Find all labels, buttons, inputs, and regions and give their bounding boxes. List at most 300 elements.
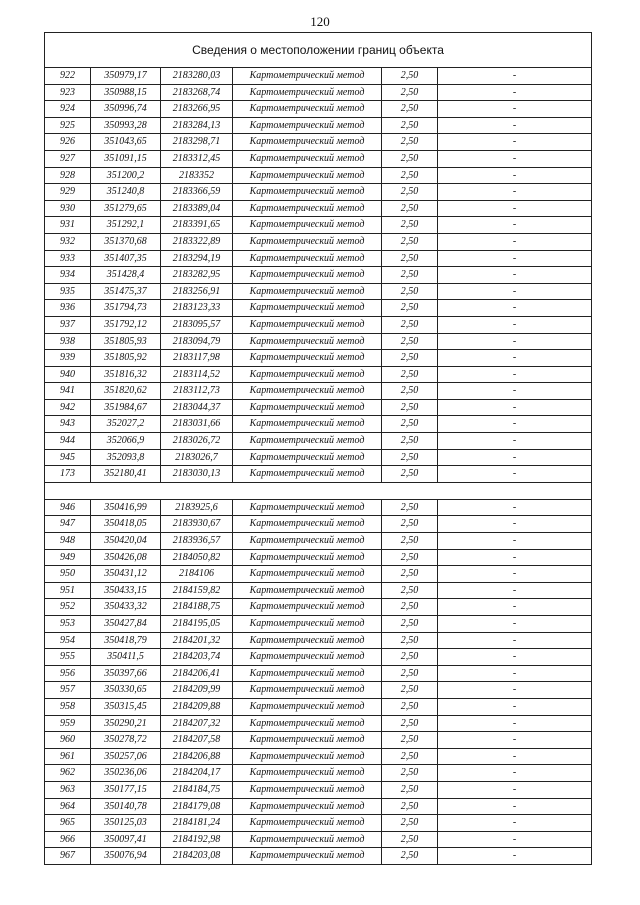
coord-x: 351816,32 [91, 366, 161, 383]
table-row [45, 366, 592, 383]
method-cell: Картометрический метод [233, 250, 382, 267]
method-cell: Картометрический метод [233, 632, 382, 649]
coord-x: 351805,92 [91, 350, 161, 367]
description-cell: - [438, 566, 592, 583]
table-row [45, 101, 592, 118]
description-cell: - [438, 831, 592, 848]
method-cell: Картометрический метод [233, 333, 382, 350]
method-cell: Картометрический метод [233, 798, 382, 815]
point-number: 947 [45, 516, 91, 533]
coord-y: 2183095,57 [161, 316, 233, 333]
coord-y: 2184192,98 [161, 831, 233, 848]
coord-y: 2184203,74 [161, 649, 233, 666]
coord-y: 2183312,45 [161, 150, 233, 167]
table-row [45, 632, 592, 649]
point-number: 946 [45, 499, 91, 516]
coord-y: 2184203,08 [161, 848, 233, 865]
coord-x: 351792,12 [91, 316, 161, 333]
coord-x: 351091,15 [91, 150, 161, 167]
point-number: 928 [45, 167, 91, 184]
method-cell: Картометрический метод [233, 781, 382, 798]
method-cell: Картометрический метод [233, 748, 382, 765]
accuracy-cell: 2,50 [382, 732, 438, 749]
description-cell: - [438, 533, 592, 550]
coord-x: 350996,74 [91, 101, 161, 118]
point-number: 935 [45, 283, 91, 300]
accuracy-cell: 2,50 [382, 150, 438, 167]
point-number: 955 [45, 649, 91, 666]
point-number: 966 [45, 831, 91, 848]
method-cell: Картометрический метод [233, 616, 382, 633]
table-row [45, 516, 592, 533]
description-cell: - [438, 117, 592, 134]
accuracy-cell: 2,50 [382, 616, 438, 633]
accuracy-cell: 2,50 [382, 665, 438, 682]
accuracy-cell: 2,50 [382, 682, 438, 699]
accuracy-cell: 2,50 [382, 466, 438, 483]
description-cell: - [438, 200, 592, 217]
description-cell: - [438, 815, 592, 832]
point-number: 926 [45, 134, 91, 151]
table-row [45, 848, 592, 865]
accuracy-cell: 2,50 [382, 350, 438, 367]
coord-x: 351043,65 [91, 134, 161, 151]
description-cell: - [438, 167, 592, 184]
point-number: 932 [45, 233, 91, 250]
method-cell: Картометрический метод [233, 848, 382, 865]
accuracy-cell: 2,50 [382, 416, 438, 433]
table-row [45, 649, 592, 666]
coord-y: 2183044,37 [161, 399, 233, 416]
point-number: 944 [45, 433, 91, 450]
coord-y: 2184201,32 [161, 632, 233, 649]
description-cell: - [438, 715, 592, 732]
coord-x: 351794,73 [91, 300, 161, 317]
method-cell: Картометрический метод [233, 698, 382, 715]
point-number: 930 [45, 200, 91, 217]
point-number: 948 [45, 533, 91, 550]
coord-x: 351200,2 [91, 167, 161, 184]
coord-x: 351984,67 [91, 399, 161, 416]
method-cell: Картометрический метод [233, 68, 382, 85]
coord-x: 350076,94 [91, 848, 161, 865]
description-cell: - [438, 449, 592, 466]
table-row [45, 682, 592, 699]
point-number: 949 [45, 549, 91, 566]
coord-y: 2183936,57 [161, 533, 233, 550]
point-number: 963 [45, 781, 91, 798]
description-cell: - [438, 599, 592, 616]
coord-x: 350140,78 [91, 798, 161, 815]
point-number: 937 [45, 316, 91, 333]
description-cell: - [438, 781, 592, 798]
coord-x: 351292,1 [91, 217, 161, 234]
accuracy-cell: 2,50 [382, 167, 438, 184]
point-number: 933 [45, 250, 91, 267]
method-cell: Картометрический метод [233, 732, 382, 749]
method-cell: Картометрический метод [233, 167, 382, 184]
point-number: 958 [45, 698, 91, 715]
description-cell: - [438, 399, 592, 416]
point-number: 965 [45, 815, 91, 832]
table-row [45, 798, 592, 815]
block-separator-row [45, 482, 592, 499]
table-row [45, 499, 592, 516]
coord-y: 2183256,91 [161, 283, 233, 300]
coord-x: 352027,2 [91, 416, 161, 433]
point-number: 940 [45, 366, 91, 383]
coord-x: 350411,5 [91, 649, 161, 666]
coord-x: 350097,41 [91, 831, 161, 848]
description-cell: - [438, 433, 592, 450]
table-row [45, 698, 592, 715]
page-number: 120 [310, 14, 330, 29]
coord-y: 2183282,95 [161, 267, 233, 284]
description-cell: - [438, 101, 592, 118]
coord-x: 351407,35 [91, 250, 161, 267]
point-number: 950 [45, 566, 91, 583]
table-row [45, 316, 592, 333]
coord-x: 350431,12 [91, 566, 161, 583]
method-cell: Картометрический метод [233, 765, 382, 782]
description-cell: - [438, 316, 592, 333]
accuracy-cell: 2,50 [382, 333, 438, 350]
table-row [45, 283, 592, 300]
table-row [45, 68, 592, 85]
description-cell: - [438, 150, 592, 167]
point-number: 931 [45, 217, 91, 234]
point-number: 952 [45, 599, 91, 616]
coord-y: 2183030,13 [161, 466, 233, 483]
coord-y: 2184106 [161, 566, 233, 583]
point-number: 957 [45, 682, 91, 699]
method-cell: Картометрический метод [233, 399, 382, 416]
method-cell: Картометрический метод [233, 150, 382, 167]
method-cell: Картометрический метод [233, 649, 382, 666]
coord-y: 2183930,67 [161, 516, 233, 533]
coord-x: 351279,65 [91, 200, 161, 217]
table-row [45, 267, 592, 284]
coord-x: 350290,21 [91, 715, 161, 732]
coord-y: 2184209,99 [161, 682, 233, 699]
description-cell: - [438, 217, 592, 234]
accuracy-cell: 2,50 [382, 632, 438, 649]
coord-x: 351370,68 [91, 233, 161, 250]
table-row [45, 815, 592, 832]
coord-y: 2183322,89 [161, 233, 233, 250]
method-cell: Картометрический метод [233, 582, 382, 599]
coord-y: 2183298,71 [161, 134, 233, 151]
method-cell: Картометрический метод [233, 184, 382, 201]
accuracy-cell: 2,50 [382, 283, 438, 300]
accuracy-cell: 2,50 [382, 848, 438, 865]
table-row [45, 84, 592, 101]
description-cell: - [438, 649, 592, 666]
accuracy-cell: 2,50 [382, 184, 438, 201]
table-row [45, 150, 592, 167]
method-cell: Картометрический метод [233, 84, 382, 101]
coord-y: 2183284,13 [161, 117, 233, 134]
description-cell: - [438, 549, 592, 566]
description-cell: - [438, 698, 592, 715]
point-number: 934 [45, 267, 91, 284]
description-cell: - [438, 632, 592, 649]
accuracy-cell: 2,50 [382, 366, 438, 383]
coord-y: 2183026,72 [161, 433, 233, 450]
point-number: 956 [45, 665, 91, 682]
table-row [45, 599, 592, 616]
point-number: 936 [45, 300, 91, 317]
coord-x: 352066,9 [91, 433, 161, 450]
coord-x: 350979,17 [91, 68, 161, 85]
table-row [45, 350, 592, 367]
coord-x: 350125,03 [91, 815, 161, 832]
method-cell: Картометрический метод [233, 499, 382, 516]
method-cell: Картометрический метод [233, 533, 382, 550]
description-cell: - [438, 848, 592, 865]
description-cell: - [438, 499, 592, 516]
accuracy-cell: 2,50 [382, 217, 438, 234]
table-row [45, 416, 592, 433]
coord-y: 2184204,17 [161, 765, 233, 782]
accuracy-cell: 2,50 [382, 84, 438, 101]
point-number: 927 [45, 150, 91, 167]
table-row [45, 732, 592, 749]
table-row [45, 449, 592, 466]
point-number: 962 [45, 765, 91, 782]
method-cell: Картометрический метод [233, 566, 382, 583]
accuracy-cell: 2,50 [382, 399, 438, 416]
description-cell: - [438, 765, 592, 782]
coord-x: 350177,15 [91, 781, 161, 798]
table-row [45, 200, 592, 217]
description-cell: - [438, 748, 592, 765]
coord-y: 2184159,82 [161, 582, 233, 599]
table-row [45, 549, 592, 566]
table-row [45, 399, 592, 416]
block-separator [45, 482, 592, 499]
method-cell: Картометрический метод [233, 200, 382, 217]
accuracy-cell: 2,50 [382, 599, 438, 616]
coord-y: 2183391,65 [161, 217, 233, 234]
accuracy-cell: 2,50 [382, 516, 438, 533]
method-cell: Картометрический метод [233, 682, 382, 699]
coord-y: 2184179,08 [161, 798, 233, 815]
coord-x: 351240,8 [91, 184, 161, 201]
method-cell: Картометрический метод [233, 549, 382, 566]
coord-x: 351805,93 [91, 333, 161, 350]
point-number: 923 [45, 84, 91, 101]
coord-x: 350418,05 [91, 516, 161, 533]
description-cell: - [438, 466, 592, 483]
accuracy-cell: 2,50 [382, 300, 438, 317]
table-row [45, 300, 592, 317]
point-number: 945 [45, 449, 91, 466]
accuracy-cell: 2,50 [382, 566, 438, 583]
point-number: 951 [45, 582, 91, 599]
method-cell: Картометрический метод [233, 350, 382, 367]
coord-x: 350236,06 [91, 765, 161, 782]
method-cell: Картометрический метод [233, 665, 382, 682]
table-row [45, 533, 592, 550]
description-cell: - [438, 416, 592, 433]
coord-y: 2184181,24 [161, 815, 233, 832]
point-number: 953 [45, 616, 91, 633]
accuracy-cell: 2,50 [382, 715, 438, 732]
coord-x: 350418,79 [91, 632, 161, 649]
method-cell: Картометрический метод [233, 316, 382, 333]
accuracy-cell: 2,50 [382, 200, 438, 217]
coord-x: 351428,4 [91, 267, 161, 284]
table-row [45, 616, 592, 633]
description-cell: - [438, 250, 592, 267]
table-row [45, 250, 592, 267]
accuracy-cell: 2,50 [382, 781, 438, 798]
point-number: 954 [45, 632, 91, 649]
accuracy-cell: 2,50 [382, 449, 438, 466]
coord-x: 350988,15 [91, 84, 161, 101]
method-cell: Картометрический метод [233, 715, 382, 732]
description-cell: - [438, 582, 592, 599]
table-row [45, 466, 592, 483]
accuracy-cell: 2,50 [382, 383, 438, 400]
coord-y: 2184206,88 [161, 748, 233, 765]
coord-y: 2183352 [161, 167, 233, 184]
table-row [45, 582, 592, 599]
description-cell: - [438, 333, 592, 350]
table-title-row [45, 33, 592, 68]
coord-x: 350315,45 [91, 698, 161, 715]
description-cell: - [438, 184, 592, 201]
boundary-coordinates-table [44, 32, 592, 865]
coord-x: 350426,08 [91, 549, 161, 566]
method-cell: Картометрический метод [233, 267, 382, 284]
accuracy-cell: 2,50 [382, 831, 438, 848]
coord-y: 2183266,95 [161, 101, 233, 118]
coord-x: 350433,15 [91, 582, 161, 599]
method-cell: Картометрический метод [233, 516, 382, 533]
coord-y: 2183294,19 [161, 250, 233, 267]
accuracy-cell: 2,50 [382, 748, 438, 765]
method-cell: Картометрический метод [233, 599, 382, 616]
method-cell: Картометрический метод [233, 366, 382, 383]
point-number: 967 [45, 848, 91, 865]
accuracy-cell: 2,50 [382, 582, 438, 599]
coord-x: 350278,72 [91, 732, 161, 749]
coord-x: 350330,65 [91, 682, 161, 699]
coord-y: 2183117,98 [161, 350, 233, 367]
table-row [45, 748, 592, 765]
description-cell: - [438, 732, 592, 749]
accuracy-cell: 2,50 [382, 267, 438, 284]
point-number: 960 [45, 732, 91, 749]
table-row [45, 665, 592, 682]
coord-y: 2184209,88 [161, 698, 233, 715]
accuracy-cell: 2,50 [382, 433, 438, 450]
coord-y: 2184206,41 [161, 665, 233, 682]
accuracy-cell: 2,50 [382, 250, 438, 267]
accuracy-cell: 2,50 [382, 549, 438, 566]
coord-x: 350427,84 [91, 616, 161, 633]
coord-x: 351475,37 [91, 283, 161, 300]
table-row [45, 233, 592, 250]
table-row [45, 217, 592, 234]
accuracy-cell: 2,50 [382, 815, 438, 832]
method-cell: Картометрический метод [233, 233, 382, 250]
point-number: 961 [45, 748, 91, 765]
accuracy-cell: 2,50 [382, 316, 438, 333]
coord-x: 352180,41 [91, 466, 161, 483]
description-cell: - [438, 682, 592, 699]
coord-y: 2184050,82 [161, 549, 233, 566]
coord-y: 2183268,74 [161, 84, 233, 101]
table-row [45, 566, 592, 583]
point-number: 942 [45, 399, 91, 416]
method-cell: Картометрический метод [233, 217, 382, 234]
coord-y: 2183112,73 [161, 383, 233, 400]
coord-y: 2184195,05 [161, 616, 233, 633]
method-cell: Картометрический метод [233, 416, 382, 433]
table-row [45, 781, 592, 798]
point-number: 173 [45, 466, 91, 483]
description-cell: - [438, 68, 592, 85]
description-cell: - [438, 383, 592, 400]
accuracy-cell: 2,50 [382, 649, 438, 666]
description-cell: - [438, 665, 592, 682]
description-cell: - [438, 798, 592, 815]
description-cell: - [438, 516, 592, 533]
table-row [45, 167, 592, 184]
method-cell: Картометрический метод [233, 101, 382, 118]
description-cell: - [438, 366, 592, 383]
accuracy-cell: 2,50 [382, 134, 438, 151]
point-number: 929 [45, 184, 91, 201]
table-row [45, 433, 592, 450]
method-cell: Картометрический метод [233, 117, 382, 134]
accuracy-cell: 2,50 [382, 533, 438, 550]
table-row [45, 383, 592, 400]
coord-y: 2183094,79 [161, 333, 233, 350]
point-number: 922 [45, 68, 91, 85]
point-number: 941 [45, 383, 91, 400]
table-row [45, 715, 592, 732]
point-number: 938 [45, 333, 91, 350]
coord-y: 2184184,75 [161, 781, 233, 798]
accuracy-cell: 2,50 [382, 765, 438, 782]
method-cell: Картометрический метод [233, 449, 382, 466]
method-cell: Картометрический метод [233, 300, 382, 317]
table-row [45, 765, 592, 782]
point-number: 964 [45, 798, 91, 815]
description-cell: - [438, 134, 592, 151]
accuracy-cell: 2,50 [382, 117, 438, 134]
coord-x: 350993,28 [91, 117, 161, 134]
description-cell: - [438, 300, 592, 317]
description-cell: - [438, 84, 592, 101]
point-number: 943 [45, 416, 91, 433]
coord-y: 2183925,6 [161, 499, 233, 516]
coord-x: 350420,04 [91, 533, 161, 550]
coord-x: 350416,99 [91, 499, 161, 516]
accuracy-cell: 2,50 [382, 798, 438, 815]
coord-x: 350397,66 [91, 665, 161, 682]
method-cell: Картометрический метод [233, 433, 382, 450]
point-number: 959 [45, 715, 91, 732]
coord-y: 2183114,52 [161, 366, 233, 383]
method-cell: Картометрический метод [233, 383, 382, 400]
coord-y: 2184207,32 [161, 715, 233, 732]
description-cell: - [438, 233, 592, 250]
